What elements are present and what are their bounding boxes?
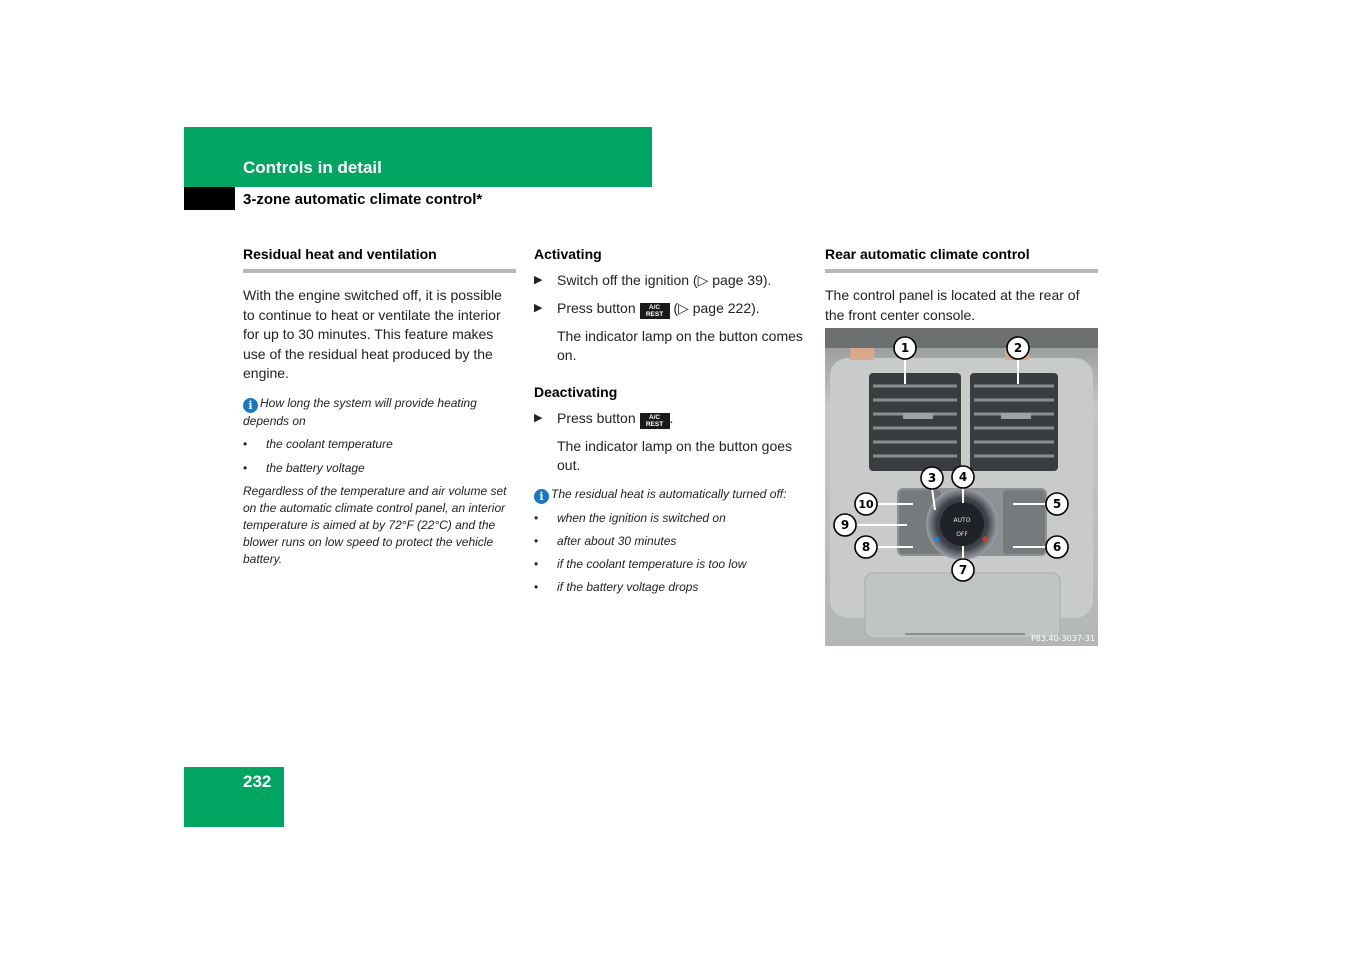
info-icon: i xyxy=(243,398,258,413)
list-item: • if the coolant temperature is too low xyxy=(534,556,747,571)
heading-residual-heat: Residual heat and ventilation xyxy=(243,246,437,262)
section-title: Controls in detail xyxy=(243,158,382,177)
heading-deactivating: Deactivating xyxy=(534,383,618,400)
subsection-title: 3-zone automatic climate control* xyxy=(243,191,483,208)
section-tab-marker xyxy=(184,187,235,210)
callout-10: 10 xyxy=(858,498,874,511)
step-press-button: ▶ Press button A/C REST (▷ page 222). xyxy=(534,299,760,318)
rear-climate-intro: The control panel is located at the rear of the front center console. xyxy=(825,287,1080,323)
residual-heat-intro: With the engine switched off, it is possible to continue to heat or ventilate the interior for up to 30 minutes. This feature makes use of the residual heat produced by the engine. xyxy=(243,287,502,381)
info-note xyxy=(534,486,810,504)
heading-rule xyxy=(243,269,516,273)
ac-rest-button-icon: A/C REST xyxy=(640,413,670,429)
heading-rule xyxy=(825,269,1098,273)
step-arrow-icon: ▶ xyxy=(534,411,543,424)
heading-activating: Activating xyxy=(534,246,602,262)
list-item: • when the ignition is switched on xyxy=(534,510,726,525)
header-bar xyxy=(184,127,652,187)
page-number: 232 xyxy=(243,772,272,791)
step-arrow-icon: ▶ xyxy=(534,301,543,314)
step-arrow-icon: ▶ xyxy=(534,274,543,286)
ac-rest-button-icon: A/C REST xyxy=(640,303,670,319)
step-result: The indicator lamp on the button goes out. xyxy=(557,437,793,473)
note-intro: The residual heat is automatically turned off: xyxy=(551,486,787,501)
step-switch-off-ignition: ▶ Switch off the ignition (▷ page 39). xyxy=(534,271,810,291)
callout-2: 2 xyxy=(1013,341,1023,355)
list-item: • the coolant temperature xyxy=(243,436,393,451)
callout-1: 1 xyxy=(900,341,910,355)
list-item: • if the battery voltage drops xyxy=(534,579,699,594)
column-rear-climate xyxy=(825,246,1098,325)
column-activation xyxy=(534,246,810,596)
list-item: • after about 30 minutes xyxy=(534,533,677,548)
note-intro: How long the system will provide heating depends on xyxy=(243,395,477,428)
info-note xyxy=(243,395,516,430)
callout-4: 4 xyxy=(958,470,968,484)
callout-9: 9 xyxy=(840,518,850,532)
callout-7: 7 xyxy=(958,563,968,577)
note-tail: Regardless of the temperature and air volume set on the automatic climate control panel, an interior temperature is aimed at by 72°F (22°C) and the blower runs on low speed to protect the vehicle battery. xyxy=(243,483,507,566)
column-residual-heat xyxy=(243,246,516,568)
list-item: • the battery voltage xyxy=(243,460,365,475)
step-result: The indicator lamp on the button comes on. xyxy=(557,327,803,363)
rear-climate-panel-photo xyxy=(825,328,1098,646)
image-code: P83.40-3037-31 xyxy=(1030,634,1095,643)
heading-rear-climate: Rear automatic climate control xyxy=(825,246,1030,262)
callout-5: 5 xyxy=(1052,497,1062,511)
svg-text:OFF: OFF xyxy=(956,531,968,538)
svg-text:AUTO: AUTO xyxy=(953,517,971,524)
callout-8: 8 xyxy=(861,540,871,554)
callout-6: 6 xyxy=(1052,540,1062,554)
step-press-button-off: ▶ Press button A/C REST . xyxy=(534,409,674,428)
info-icon: i xyxy=(534,489,549,504)
callout-3: 3 xyxy=(927,471,937,485)
